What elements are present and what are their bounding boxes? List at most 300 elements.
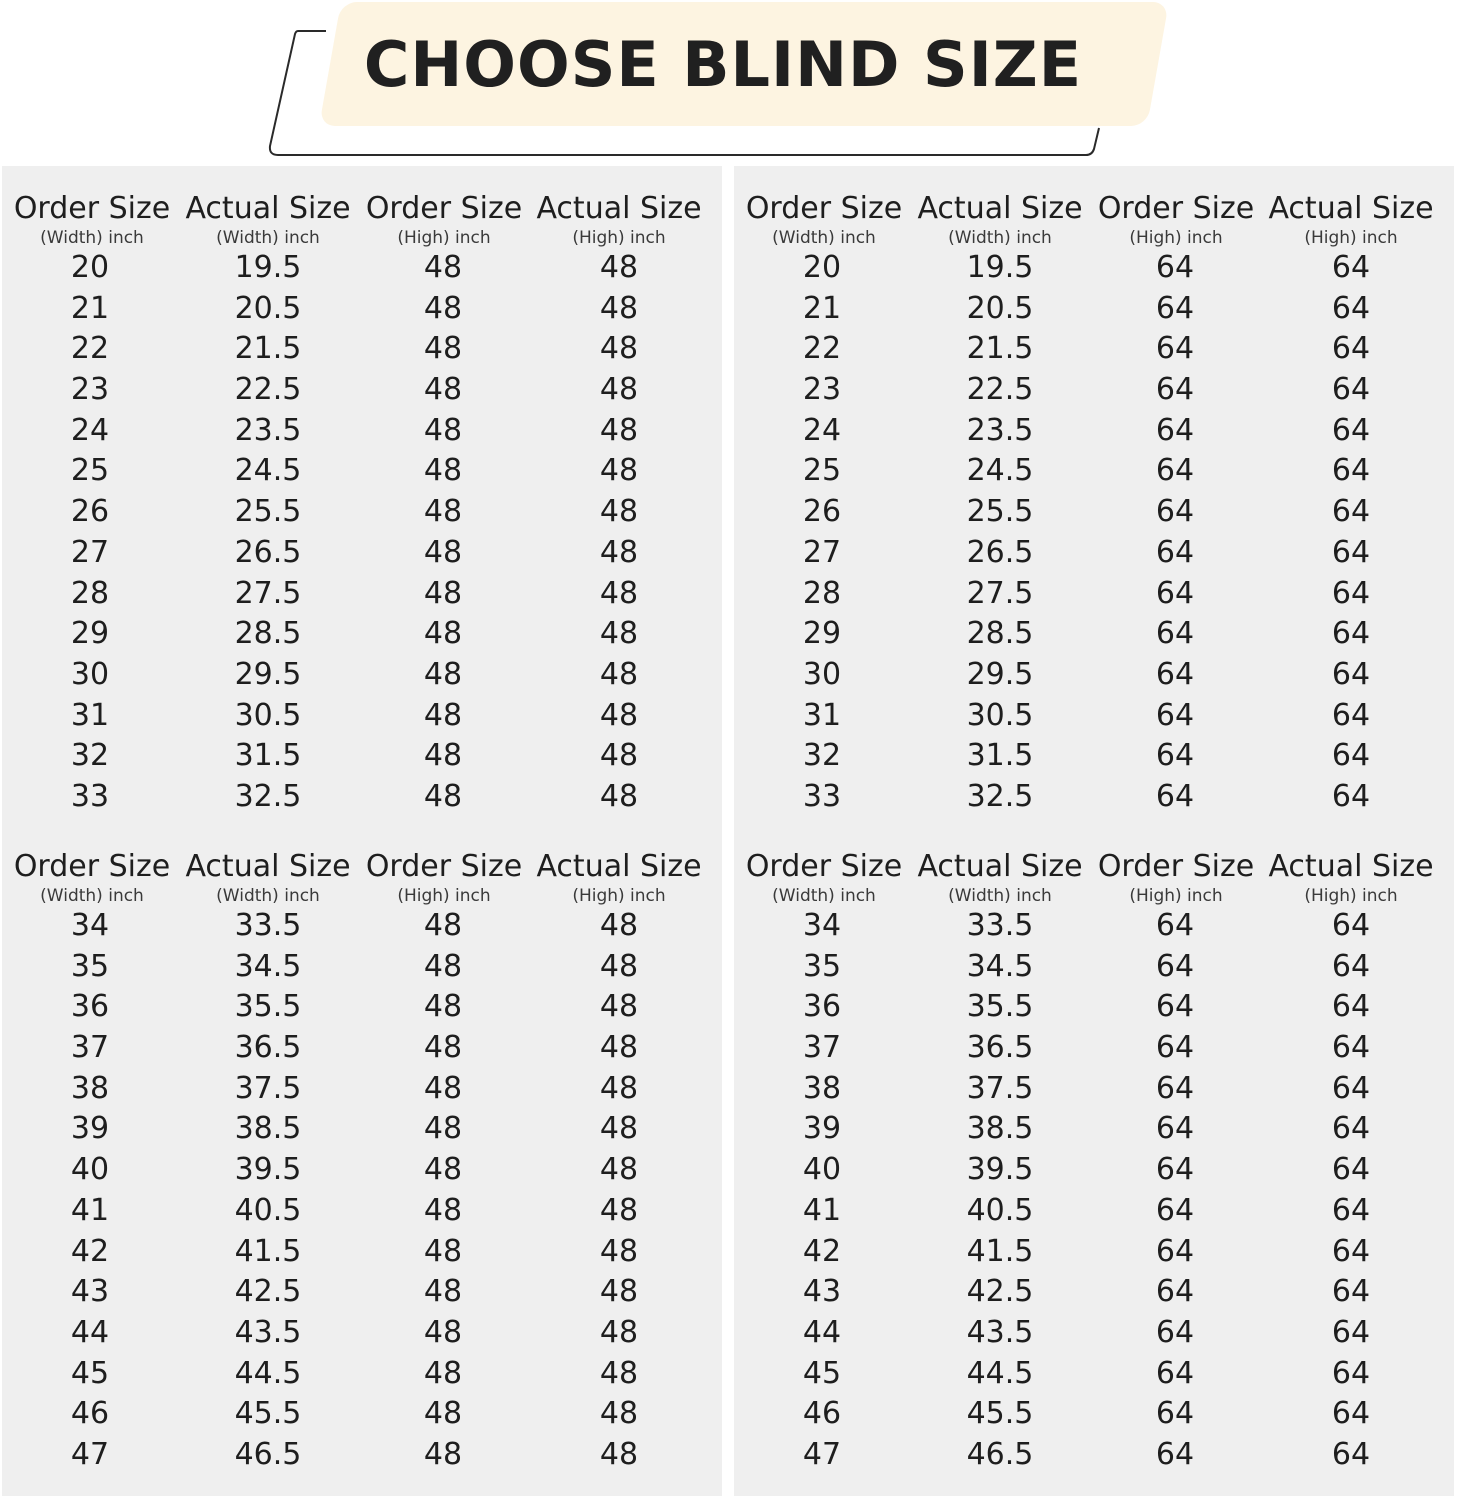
table-row [2,777,722,818]
table-cell: 35.5 [234,989,302,1025]
table-cell: 48 [423,778,463,814]
table-cell: 27.5 [234,575,302,611]
column-header-title: Actual Size [1268,849,1434,884]
table-cell: 46 [70,1396,110,1432]
table-cell: 64 [1331,616,1371,652]
table-row [2,736,722,777]
column-header-order-high [362,848,526,906]
table-cell: 64 [1331,575,1371,611]
table-cell: 64 [1331,494,1371,530]
column-header-order-high [1094,848,1258,906]
table-header [734,848,1454,908]
table-cell: 64 [1155,534,1195,570]
table-cell: 64 [1155,290,1195,326]
table-cell: 25.5 [234,494,302,530]
table-row [734,736,1454,777]
table-cell: 37.5 [234,1070,302,1106]
table-cell: 64 [1331,697,1371,733]
table-row [2,370,722,411]
table-cell: 48 [423,331,463,367]
table-cell: 46.5 [966,1436,1034,1472]
table-cell: 42 [70,1233,110,1269]
table-cell: 38.5 [966,1111,1034,1147]
table-cell: 25 [70,453,110,489]
table-cell: 64 [1331,372,1371,408]
table-row [734,614,1454,655]
table-row [734,248,1454,289]
table-cell: 31 [70,697,110,733]
table-cell: 48 [423,453,463,489]
table-cell: 64 [1155,412,1195,448]
table-cell: 45.5 [966,1396,1034,1432]
column-header-actual-high [530,848,708,906]
table-cell: 48 [599,412,639,448]
table-row [734,329,1454,370]
table-cell: 47 [70,1436,110,1472]
table-cell: 48 [599,494,639,530]
table-cell: 44.5 [966,1355,1034,1391]
table-cell: 48 [423,1436,463,1472]
table-cell: 44.5 [234,1355,302,1391]
table-cell: 40.5 [234,1192,302,1228]
table-cell: 22.5 [234,372,302,408]
table-cell: 64 [1331,778,1371,814]
table-cell: 34 [70,908,110,943]
table-cell: 33 [70,778,110,814]
table-cell: 64 [1155,331,1195,367]
table-cell: 64 [1155,1192,1195,1228]
table-cell: 45 [802,1355,842,1391]
table-cell: 22.5 [966,372,1034,408]
column-header-unit: (High) inch [1304,228,1398,248]
column-header-unit: (High) inch [397,228,491,248]
table-cell: 64 [1331,1233,1371,1269]
table-cell: 64 [1155,908,1195,943]
table-cell: 41 [70,1192,110,1228]
table-cell: 48 [423,534,463,570]
table-cell: 39 [70,1111,110,1147]
table-body [2,906,722,1476]
column-header-unit: (Width) inch [216,228,320,248]
table-cell: 30 [802,656,842,692]
table-cell: 64 [1155,494,1195,530]
table-cell: 64 [1155,1396,1195,1432]
table-cell: 40 [70,1152,110,1188]
table-cell: 25.5 [966,494,1034,530]
table-cell: 64 [1331,331,1371,367]
table-cell: 29 [802,616,842,652]
table-cell: 48 [599,290,639,326]
table-cell: 48 [423,290,463,326]
table-cell: 37 [70,1030,110,1066]
panel-48-inch-high [2,166,722,1496]
table-row [734,696,1454,737]
table-row [2,248,722,289]
table-cell: 38.5 [234,1111,302,1147]
table-cell: 44 [802,1314,842,1350]
table-cell: 25 [802,453,842,489]
table-cell: 33.5 [966,908,1034,943]
table-cell: 35 [802,948,842,984]
table-cell: 48 [599,1192,639,1228]
table-cell: 64 [1331,453,1371,489]
table-cell: 24 [70,412,110,448]
column-header-title: Order Size [13,191,171,226]
table-row [2,289,722,330]
table-cell: 48 [599,989,639,1025]
table-row [2,1354,722,1395]
table-row [734,777,1454,818]
table-cell: 33 [802,778,842,814]
column-header-title: Order Size [745,849,903,884]
table-cell: 64 [1331,250,1371,285]
column-header-order-high [1094,190,1258,248]
table-cell: 64 [1155,616,1195,652]
table-cell: 21.5 [234,331,302,367]
table-cell: 29.5 [966,656,1034,692]
table-cell: 64 [1331,534,1371,570]
table-cell: 43 [70,1274,110,1310]
column-header-order-width [10,190,174,248]
table-cell: 48 [423,1274,463,1310]
table-cell: 43.5 [234,1314,302,1350]
table-cell: 28 [70,575,110,611]
column-header-unit: (High) inch [1304,886,1398,906]
table-cell: 46.5 [234,1436,302,1472]
table-cell: 64 [1155,1152,1195,1188]
table-header [2,190,722,250]
column-header-unit: (High) inch [572,886,666,906]
table-cell: 64 [1155,1436,1195,1472]
table-row [734,411,1454,452]
table-cell: 64 [1331,1152,1371,1188]
table-cell: 29.5 [234,656,302,692]
table-cell: 48 [423,1396,463,1432]
table-cell: 37 [802,1030,842,1066]
column-header-title: Actual Size [917,849,1083,884]
table-cell: 64 [1155,1274,1195,1310]
table-cell: 64 [1331,1274,1371,1310]
table-cell: 64 [1155,738,1195,774]
table-cell: 48 [423,1111,463,1147]
table-cell: 37.5 [966,1070,1034,1106]
table-cell: 64 [1331,1111,1371,1147]
table-cell: 48 [599,453,639,489]
column-header-title: Actual Size [185,191,351,226]
table-cell: 32.5 [234,778,302,814]
table-row [734,1272,1454,1313]
column-header-unit: (High) inch [572,228,666,248]
table-cell: 23 [802,372,842,408]
table-cell: 48 [423,738,463,774]
table-cell: 24.5 [234,453,302,489]
table-cell: 64 [1331,1030,1371,1066]
table-cell: 64 [1155,989,1195,1025]
table-cell: 64 [1155,656,1195,692]
table-cell: 20.5 [234,290,302,326]
table-cell: 48 [599,778,639,814]
table-cell: 64 [1155,778,1195,814]
table-row [734,1313,1454,1354]
table-cell: 22 [802,331,842,367]
column-header-unit: (Width) inch [40,228,144,248]
column-header-unit: (Width) inch [772,886,876,906]
table-cell: 48 [599,1152,639,1188]
table-cell: 48 [423,656,463,692]
table-cell: 20.5 [966,290,1034,326]
table-cell: 34.5 [234,948,302,984]
table-cell: 22 [70,331,110,367]
table-cell: 48 [423,412,463,448]
table-cell: 64 [1331,989,1371,1025]
table-cell: 30.5 [966,697,1034,733]
table-row [734,1069,1454,1110]
table-cell: 64 [1155,1111,1195,1147]
table-cell: 64 [1155,697,1195,733]
column-header-unit: (Width) inch [772,228,876,248]
table-cell: 48 [599,1314,639,1350]
table-row [734,1394,1454,1435]
table-row [2,1109,722,1150]
table-cell: 31 [802,697,842,733]
table-cell: 48 [599,1070,639,1106]
table-cell: 36.5 [966,1030,1034,1066]
table-cell: 30 [70,656,110,692]
table-cell: 64 [1331,738,1371,774]
table-cell: 39.5 [234,1152,302,1188]
table-cell: 31.5 [966,738,1034,774]
table-cell: 64 [1331,1192,1371,1228]
table-cell: 26.5 [234,534,302,570]
table-row [2,655,722,696]
table-cell: 48 [423,1233,463,1269]
table-cell: 48 [599,534,639,570]
table-cell: 48 [423,1192,463,1228]
table-cell: 32 [70,738,110,774]
table-cell: 48 [599,575,639,611]
table-cell: 48 [599,948,639,984]
table-cell: 23.5 [966,412,1034,448]
table-cell: 26.5 [966,534,1034,570]
table-row [2,1191,722,1232]
column-header-unit: (Width) inch [948,886,1052,906]
table-row [2,1069,722,1110]
table-cell: 48 [599,1233,639,1269]
table-cell: 21 [70,290,110,326]
table-cell: 30.5 [234,697,302,733]
table-row [2,329,722,370]
column-header-order-width [742,190,906,248]
table-row [734,1191,1454,1232]
column-header-actual-width [180,848,356,906]
table-row [734,987,1454,1028]
column-header-unit: (High) inch [1129,228,1223,248]
table-cell: 64 [1155,453,1195,489]
table-row [2,1028,722,1069]
column-header-order-high [362,190,526,248]
table-cell: 20 [802,250,842,285]
table-cell: 21 [802,290,842,326]
table-cell: 64 [1331,1436,1371,1472]
table-cell: 48 [599,1274,639,1310]
panel-64-inch-high [734,166,1454,1496]
table-cell: 27.5 [966,575,1034,611]
table-cell: 41 [802,1192,842,1228]
table-row [734,492,1454,533]
table-cell: 28 [802,575,842,611]
column-header-title: Actual Size [1268,191,1434,226]
table-cell: 48 [423,1152,463,1188]
table-cell: 64 [1155,1233,1195,1269]
table-cell: 24 [802,412,842,448]
table-cell: 38 [802,1070,842,1106]
column-header-title: Order Size [365,849,523,884]
table-cell: 64 [1331,1355,1371,1391]
table-cell: 64 [1331,908,1371,943]
table-cell: 47 [802,1436,842,1472]
table-cell: 19.5 [966,250,1034,285]
column-header-unit: (High) inch [397,886,491,906]
table-cell: 48 [599,697,639,733]
table-cell: 64 [1155,1030,1195,1066]
table-row [2,614,722,655]
table-cell: 38 [70,1070,110,1106]
table-cell: 48 [423,948,463,984]
table-cell: 64 [1155,948,1195,984]
table-row [2,1435,722,1476]
table-cell: 48 [423,1070,463,1106]
column-header-title: Actual Size [185,849,351,884]
table-body [734,906,1454,1476]
table-header [734,190,1454,250]
table-cell: 48 [423,1355,463,1391]
table-row [734,906,1454,947]
column-header-title: Order Size [365,191,523,226]
table-cell: 40.5 [966,1192,1034,1228]
table-cell: 41.5 [966,1233,1034,1269]
table-cell: 48 [599,1111,639,1147]
table-row [734,1232,1454,1273]
table-row [2,947,722,988]
table-cell: 39.5 [966,1152,1034,1188]
table-cell: 48 [599,738,639,774]
column-header-title: Actual Size [917,191,1083,226]
table-cell: 42.5 [234,1274,302,1310]
table-row [734,1150,1454,1191]
table-cell: 64 [1331,412,1371,448]
table-cell: 35 [70,948,110,984]
table-cell: 29 [70,616,110,652]
table-cell: 64 [1155,1070,1195,1106]
table-cell: 64 [1331,1314,1371,1350]
column-header-title: Order Size [1097,849,1255,884]
column-header-order-width [10,848,174,906]
table-cell: 41.5 [234,1233,302,1269]
table-cell: 64 [1155,1355,1195,1391]
table-cell: 46 [802,1396,842,1432]
table-cell: 48 [599,908,639,943]
column-header-unit: (High) inch [1129,886,1223,906]
table-row [2,1150,722,1191]
table-header [2,848,722,908]
column-header-title: Actual Size [536,191,702,226]
table-cell: 48 [423,697,463,733]
table-row [2,1394,722,1435]
table-cell: 44 [70,1314,110,1350]
table-cell: 64 [1331,1070,1371,1106]
table-row [734,574,1454,615]
table-cell: 43 [802,1274,842,1310]
table-row [734,289,1454,330]
table-cell: 64 [1331,656,1371,692]
table-cell: 48 [423,372,463,408]
table-cell: 64 [1155,1314,1195,1350]
table-cell: 48 [599,1355,639,1391]
table-row [2,411,722,452]
table-cell: 64 [1331,948,1371,984]
table-cell: 48 [599,1396,639,1432]
table-cell: 21.5 [966,331,1034,367]
table-row [2,1272,722,1313]
table-cell: 64 [1331,290,1371,326]
table-cell: 40 [802,1152,842,1188]
table-cell: 48 [423,616,463,652]
table-row [734,451,1454,492]
column-header-unit: (Width) inch [40,886,144,906]
table-cell: 48 [599,616,639,652]
table-cell: 64 [1155,250,1195,285]
table-cell: 64 [1155,372,1195,408]
table-row [2,451,722,492]
table-cell: 48 [423,989,463,1025]
page-title: CHOOSE BLIND SIZE [363,27,1083,101]
table-cell: 64 [1331,1396,1371,1432]
table-row [2,574,722,615]
column-header-unit: (Width) inch [948,228,1052,248]
table-cell: 19.5 [234,250,302,285]
column-header-order-width [742,848,906,906]
table-cell: 27 [70,534,110,570]
table-row [734,370,1454,411]
table-cell: 48 [423,1030,463,1066]
table-body [734,248,1454,818]
column-header-actual-high [1262,848,1440,906]
column-header-actual-width [912,848,1088,906]
table-cell: 33.5 [234,908,302,943]
table-row [734,1354,1454,1395]
table-cell: 26 [70,494,110,530]
column-header-title: Order Size [1097,191,1255,226]
table-cell: 43.5 [966,1314,1034,1350]
table-cell: 36.5 [234,1030,302,1066]
table-cell: 48 [423,1314,463,1350]
table-cell: 45.5 [234,1396,302,1432]
table-cell: 23.5 [234,412,302,448]
table-row [2,906,722,947]
table-cell: 64 [1155,575,1195,611]
table-cell: 39 [802,1111,842,1147]
table-cell: 32 [802,738,842,774]
table-row [734,533,1454,574]
table-cell: 42 [802,1233,842,1269]
table-cell: 48 [599,372,639,408]
column-header-unit: (Width) inch [216,886,320,906]
table-row [734,1028,1454,1069]
column-header-title: Actual Size [536,849,702,884]
table-row [734,1435,1454,1476]
table-row [734,655,1454,696]
column-header-title: Order Size [745,191,903,226]
